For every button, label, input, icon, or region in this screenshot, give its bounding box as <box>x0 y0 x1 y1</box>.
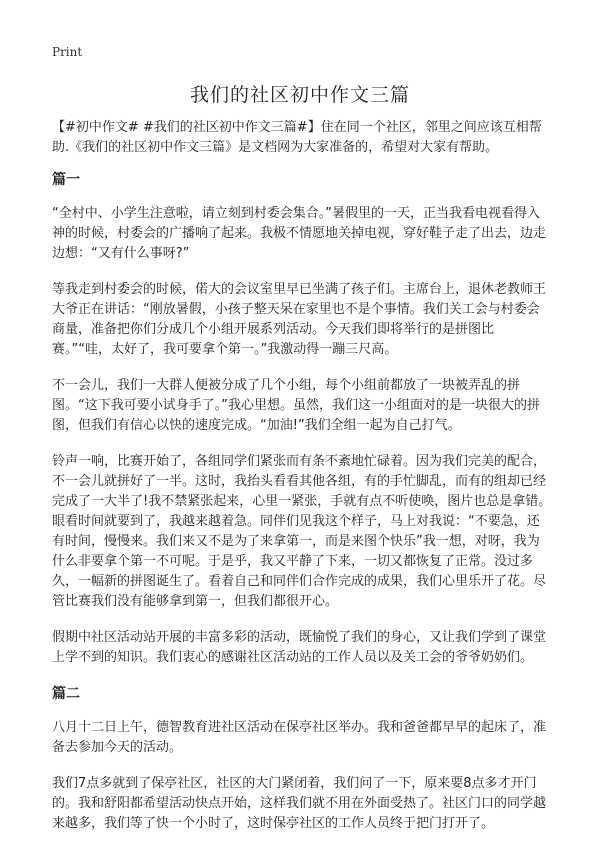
paragraph: 等我走到村委会的时候，偌大的会议室里早已坐满了孩子们。主席台上，退休老教师王大爷正在讲话：“刚放暑假，小孩子整天呆在家里也不是个事情。我们关工会与村委会商量，准备把你们分成几个小组开展系列活动。今天我们即将举行的是拼图比赛。”“哇，太好了，我可要拿个第一。”我激动得一蹦三尺高。 <box>52 282 547 357</box>
article-body <box>52 118 552 850</box>
paragraph: 我们7点多就到了保亭社区，社区的大门紧闭着，我们问了一下，原来要8点多才开门的。我和舒阳都希望活动快点开始，这样我们就不用在外面受热了。社区门口的同学越来越多，我们等了快一个小时了，这时保亭社区的工作人员终于把门打开了。 <box>52 776 547 831</box>
section-heading-1: 篇一 <box>52 172 80 188</box>
intro-paragraph: 【#初中作文# #我们的社区初中作文三篇#】住在同一个社区，邻里之间应该互相帮助.《我们的社区初中作文三篇》是文档网为大家准备的，希望对大家有帮助。 <box>52 120 542 155</box>
paragraph: 铃声一响，比赛开始了，各组同学们紧张而有条不紊地忙碌着。因为我们完美的配合，不一会儿就拼好了一半。这时，我抬头看看其他各组，有的手忙脚乱，而有的组却已经完成了一大半了!我不禁紧张起来，心里一紧张，手就有点不听使唤，图片也总是拿错。眼看时间就要到了，我越来越着急。同伴们见我这个样子，马上对我说：“不要急，还有时间，慢慢来。我们来又不是为了来拿第一，而是来图个快乐”我一想，对呀，我为什么非要拿个第一不可呢。于是乎，我又平静了下来，一切又都恢复了正常。没过多久，一幅新的拼图诞生了。看着自己和同伴们合作完成的成果，我们心里乐开了花。尽管比赛我们没有能够拿到第一，但我们都很开心。 <box>52 454 552 609</box>
paragraph: 八月十二日上午，德智教育进社区活动在保亭社区举办。我和爸爸都早早的起床了，准备去参加今天的活动。 <box>52 720 547 755</box>
section-heading-2: 篇二 <box>52 686 80 702</box>
paragraph: 假期中社区活动站开展的丰富多彩的活动，既愉悦了我们的身心，又让我们学到了课堂上学不到的知识。我们衷心的感谢社区活动站的工作人员以及关工会的爷爷奶奶们。 <box>52 630 547 665</box>
print-link[interactable]: Print <box>52 45 83 59</box>
page-title: 我们的社区初中作文三篇 <box>189 84 410 106</box>
paragraph: “全村中、小学生注意啦，请立刻到村委会集合。”暑假里的一天，正当我看电视看得入神的时候，村委会的广播响了起来。我极不情愿地关掉电视，穿好鞋子走了出去，边走边想：“又有什么事呀?” <box>52 206 547 261</box>
paragraph: 不一会儿，我们一大群人便被分成了几个小组，每个小组前都放了一块被弄乱的拼图。“这下我可要小试身手了。”我心里想。虽然，我们这一小组面对的是一块很大的拼图，但我们有信心以快的速度完成。“加油!”我们全组一起为自己打气。 <box>52 378 540 433</box>
